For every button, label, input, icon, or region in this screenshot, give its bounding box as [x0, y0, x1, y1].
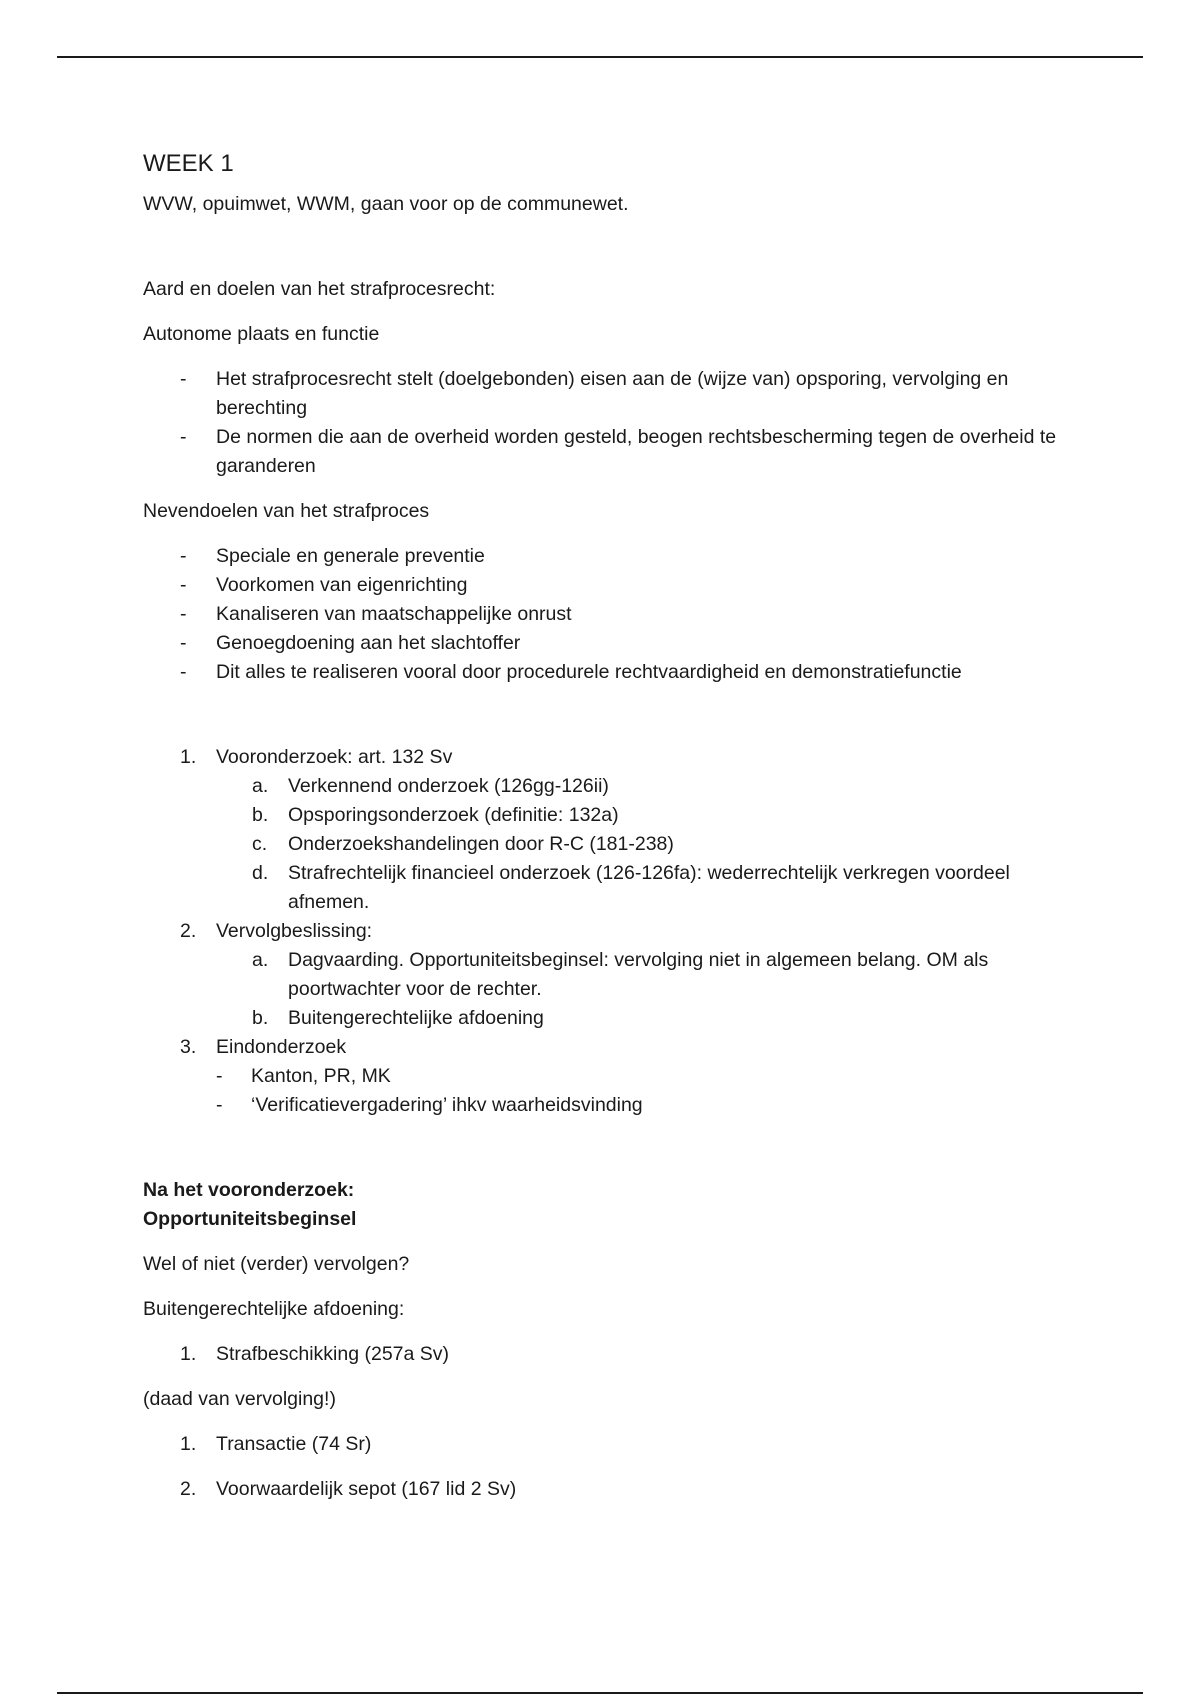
bold-heading: Opportuniteitsbeginsel [143, 1208, 357, 1230]
section-heading: Aard en doelen van het strafprocesrecht: [143, 278, 496, 300]
dash-bullet: - [180, 661, 187, 683]
autonome-heading: Autonome plaats en functie [143, 323, 380, 345]
intro-text: WVW, opuimwet, WWM, gaan voor op de communewet. [143, 193, 629, 215]
list-item: - Speciale en generale preventie [143, 542, 1063, 571]
numbered-item: 1. Vooronderzoek: art. 132 Sv [180, 746, 453, 768]
dash-bullet: - [180, 368, 187, 390]
list-item: - Kanaliseren van maatschappelijke onrust [143, 600, 1063, 629]
neven-heading: Nevendoelen van het strafproces [143, 500, 430, 522]
dash-sub-item: - ‘Verificatievergadering’ ihkv waarheidsvinding [143, 1091, 1063, 1120]
dash-bullet: - [180, 426, 187, 448]
footer-rule [57, 1692, 1143, 1694]
header-rule [57, 56, 1143, 58]
numbered-item: 1. Transactie (74 Sr) [180, 1433, 372, 1455]
sub-item: a. Dagvaarding. Opportuniteitsbeginsel: vervolging niet in algemeen belang. OM als poortwachter voor de rechter. [252, 949, 989, 1000]
neven-list [143, 542, 1063, 687]
dash-bullet: - [180, 632, 187, 654]
question-text: Wel of niet (verder) vervolgen? [143, 1253, 410, 1275]
dash-sub-item: - Kanton, PR, MK [143, 1062, 1063, 1091]
dash-bullet: - [216, 1065, 223, 1087]
list-item: - Dit alles te realiseren vooral door procedurele rechtvaardigheid en demonstratiefunctie [143, 658, 1063, 687]
numbered-item: 2. Vervolgbeslissing: [180, 920, 373, 942]
page-title: WEEK 1 [143, 150, 234, 177]
numbered-item: 2. Voorwaardelijk sepot (167 lid 2 Sv) [180, 1478, 517, 1500]
note-text: (daad van vervolging!) [143, 1388, 336, 1410]
list-item: - Het strafprocesrecht stelt (doelgebonden) eisen aan de (wijze van) opsporing, vervolging en berechting [143, 365, 1063, 423]
sub-item: a. Verkennend onderzoek (126gg-126ii) [252, 775, 609, 797]
autonome-list [143, 365, 1063, 481]
sub-item: b. Opsporingsonderzoek (definitie: 132a) [252, 804, 619, 826]
fasen-list [143, 743, 1063, 1120]
bold-heading: Na het vooronderzoek: [143, 1179, 355, 1201]
sub-item: b. Buitengerechtelijke afdoening [252, 1007, 544, 1029]
dash-bullet: - [180, 545, 187, 567]
dash-bullet: - [180, 603, 187, 625]
numbered-item: 1. Strafbeschikking (257a Sv) [180, 1343, 450, 1365]
list-item: - Genoegdoening aan het slachtoffer [143, 629, 1063, 658]
numbered-item: 3. Eindonderzoek [180, 1036, 347, 1058]
list-item: - De normen die aan de overheid worden gesteld, beogen rechtsbescherming tegen de overheid te garanderen [143, 423, 1063, 481]
sub-item: c. Onderzoekshandelingen door R-C (181-238) [252, 833, 674, 855]
list-item: - Voorkomen van eigenrichting [143, 571, 1063, 600]
dash-bullet: - [180, 574, 187, 596]
document-page [143, 140, 1063, 1504]
dash-bullet: - [216, 1094, 223, 1116]
buiten-heading: Buitengerechtelijke afdoening: [143, 1298, 405, 1320]
sub-item: d. Strafrechtelijk financieel onderzoek (126-126fa): wederrechtelijk verkregen voordeel afnemen. [252, 862, 1010, 913]
